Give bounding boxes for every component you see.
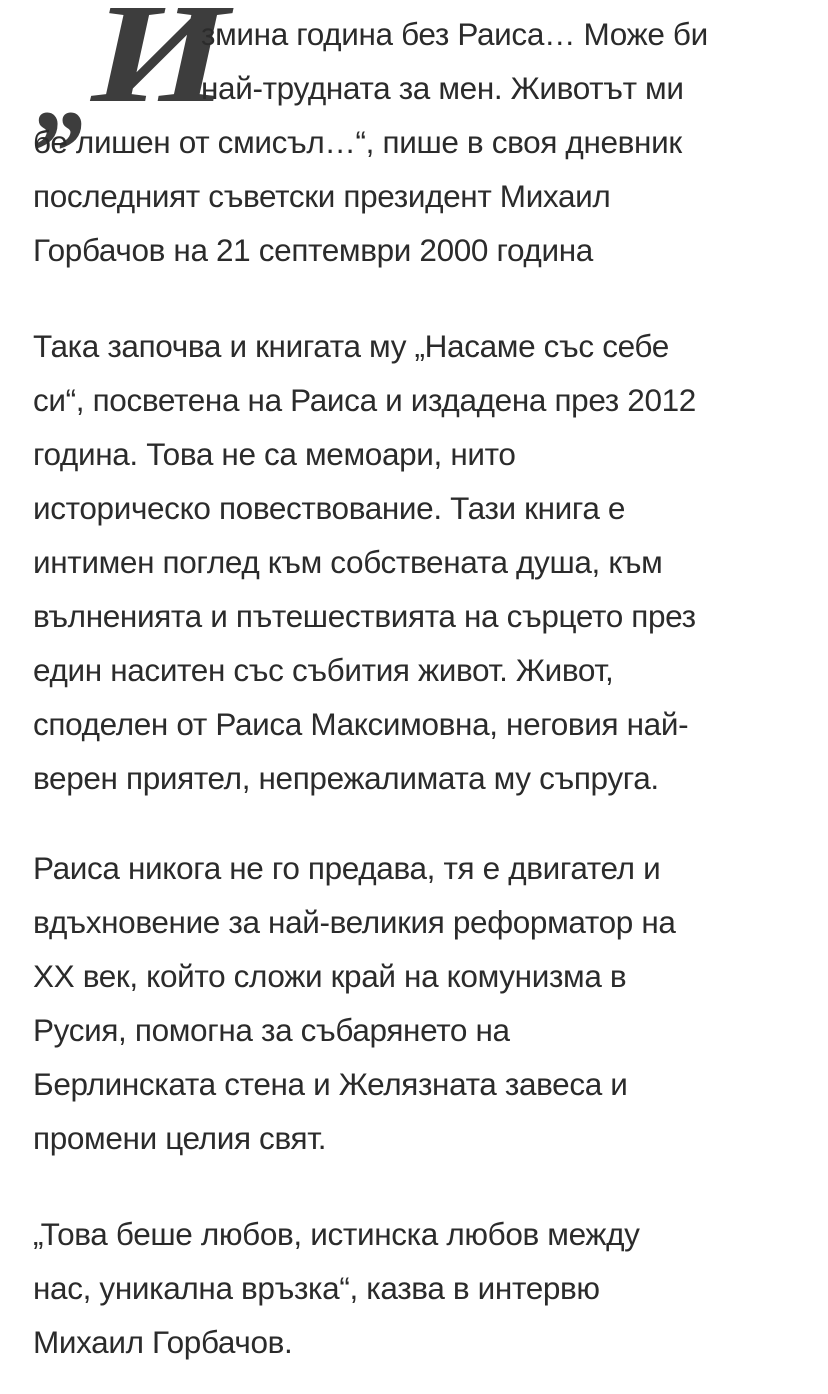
paragraph-line: верен приятел, непрежалимата му съпруга. [33,760,659,796]
paragraph-line: споделен от Раиса Максимовна, неговия най- [33,706,689,742]
drop-cap-letter: И [91,0,230,132]
paragraph-line: Горбачов на 21 септември 2000 година [33,232,593,268]
paragraph-line: нас, уникална връзка“, казва в интервю [33,1270,600,1306]
paragraph-line: вдъхновение за най-великия реформатор на [33,904,676,940]
paragraph-line: „Това беше любов, истинска любов между [33,1216,640,1252]
paragraph-line: ХХ век, който сложи край на комунизма в [33,958,627,994]
paragraph-line: последният съветски президент Михаил [33,178,611,214]
paragraph-line: Русия, помогна за събарянето на [33,1012,510,1048]
paragraph-line: Така започва и книгата му „Насаме със себе [33,328,669,364]
paragraph-line: Берлинската стена и Желязната завеса и [33,1066,628,1102]
paragraph-line: змина година без Раиса… Може би [201,16,708,52]
drop-cap [33,0,230,156]
paragraph-line: си“, посветена на Раиса и издадена през 2012 [33,382,696,418]
drop-cap-quote-mark: „ [33,23,71,156]
paragraph-line: бе лишен от смисъл…“, пише в своя дневник [33,124,682,160]
paragraph-line: най-трудната за мен. Животът ми [201,70,684,106]
paragraph-line: Раиса никога не го предава, тя е двигател и [33,850,661,886]
paragraph-line: година. Това не са мемоари, нито [33,436,516,472]
paragraph-line: Михаил Горбачов. [33,1324,293,1360]
paragraph-line: промени целия свят. [33,1120,327,1156]
paragraph-line: вълненията и пътешествията на сърцето през [33,598,696,634]
paragraph-line: интимен поглед към собствената душа, към [33,544,663,580]
paragraph-line: един наситен със събития живот. Живот, [33,652,614,688]
paragraph-line: историческо повествование. Тази книга е [33,490,626,526]
